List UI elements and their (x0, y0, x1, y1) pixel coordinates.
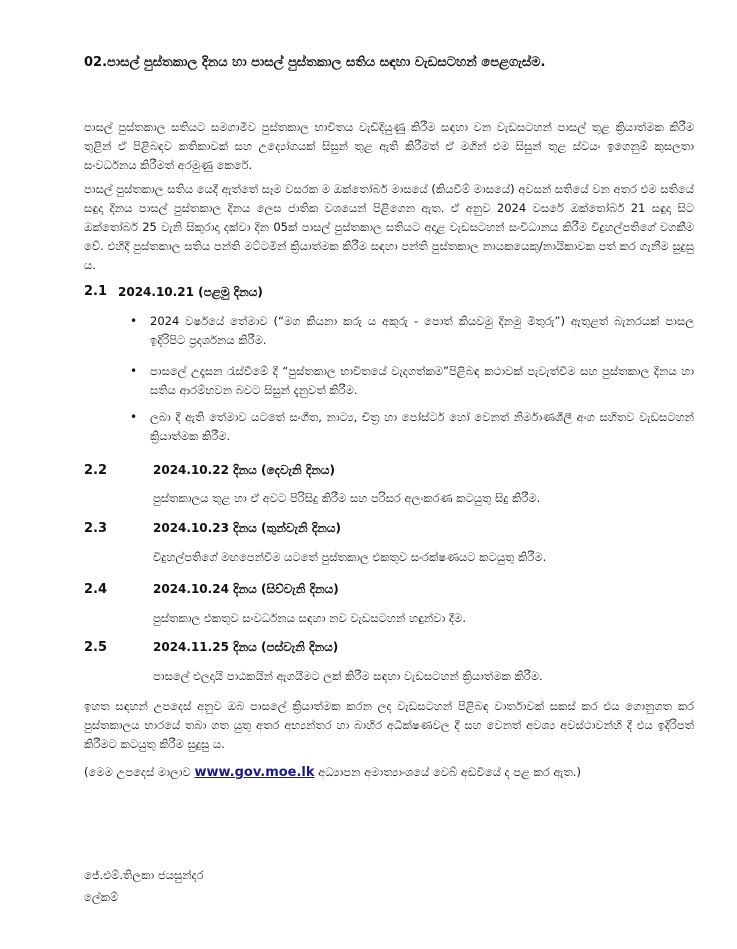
section-title-2-5: 2024.11.25 දිනය (පස්වැනි දිනය) (153, 640, 339, 654)
bullet-icon: • (130, 410, 138, 424)
section-title-2-4: 2024.10.24 දිනය (සිව්වැනි දිනය) (153, 582, 339, 596)
intro-paragraph: පාසල් පුස්තකාල සතියට සමගාමීව පුස්තකාල භාවිතය වැඩිදියුණු කිරීම සඳහා වන වැඩසටහන් පාසල් තුළ ක්‍රියාත්මක කිරීම තුළින් ඒ පිළිබඳව කතිකාවක් සහ උද්‍යෝගයක් සිසුන් තුළ ඇති කිරීමත් ඒ මගින් එම සිසුන් තුළ ස්වයං ඉගෙනුම් කුසලතා සංවර්ධනය කිරීමත් අරමුණු කෙරේ. (84, 120, 694, 172)
document-heading: 02.පාසල් පුස්තකාල දිනය හා පාසල් පුස්තකාල සතිය සඳහා වැඩසටහන් පෙළගැස්ම. (84, 55, 546, 70)
section-number-2-5: 2.5 (84, 640, 108, 655)
bullet-text: පාසලේ උදෑසන රැස්වීමේ දී “පුස්තකාල භාවිතයේ වැදගත්කම”පිළිබඳ කථාවක් පැවැත්වීම සහ පුස්තකාල දිනය හා සතිය ආරම්භවන බවට සිසුන් දැනුවත් කිරීම. (150, 364, 694, 397)
section-title-2-1: 2024.10.21 (පළමු දිනය) (118, 285, 263, 299)
note-prefix: (මෙම උපදෙස් මාලාව (84, 765, 195, 779)
signatory-title: ලේකම් (84, 890, 119, 904)
section-number-2-4: 2.4 (84, 582, 108, 597)
section-title-2-3: 2024.10.23 දිනය (තුන්වැනි දිනය) (153, 521, 342, 535)
note-suffix: අධ්‍යාපන අමාත්‍යාංශයේ වෙබ් අඩවියේ ද පළ කර ඇත.) (314, 765, 581, 779)
bullet-item (130, 362, 694, 400)
section-title-2-2: 2024.10.22 දිනය (දෙවැනි දිනය) (153, 463, 336, 477)
bullet-icon: • (130, 364, 138, 378)
section-text-2-3: විදුහල්පතිගේ මඟපෙන්වීම යටතේ පුස්තකාල එකතුව සංරක්ෂණයට කටයුතු කිරීම. (153, 550, 547, 564)
library-week-paragraph: පාසල් පුස්තකාල සතිය යෙදී ඇත්තේ සෑම වසරක ම ඔක්තෝබර් මාසයේ (කියවීම් මාසයේ) අවසන් සතියේ වන අතර එම සතියේ සඳුදා දිනය පාසල් පුස්තකාල දිනය ලෙස ජාතික වශයෙන් පිළිගෙන ඇත. ඒ අනුව 2024 වසරේ ඔක්තෝබර් 21 සඳුදා සිට ඔක්තෝබර් 25 වැනි සිකුරාදා දක්වා දින 05ක් පාසල් පුස්තකාල සතියට අදාළ වැඩසටහන් සංවිධානය කිරීම විදුහල්පතිගේ වගකීම වේ. එහිදී පුස්තකාල සතිය පන්ති මට්ටමින් ක්‍රියාත්මක කිරීම සඳහා පන්ති පුස්තකාල නායකයෙකු/නායිකාවක පත් කර ගැනීම සුදුසු ය. (84, 182, 694, 272)
section-text-2-5: පාසලේ එලදායි පාඨකයින් ඇගයීමට ලක් කිරීම සඳහා වැඩසටහන් ක්‍රියාත්මක කිරීම. (153, 669, 543, 683)
website-note (84, 765, 581, 780)
bullet-item (130, 312, 694, 350)
bullet-icon: • (130, 314, 138, 328)
bullet-text: 2024 වර්ෂයේ තේමාව (“මග කියනා කරු ය අකුරු - පොත් කියවමු දිනමු මිතුරු”) ඇතුළත් බැනරයක් පාසල ඉදිරිපිට ප්‍රදර්ශනය කිරීම. (150, 314, 694, 347)
bullet-item (130, 408, 694, 446)
section-number-2-3: 2.3 (84, 521, 108, 536)
signatory-name: ජේ.එම්.තිලකා ජයසුන්දර (84, 868, 204, 882)
section-text-2-2: පුස්තකාලය තුළ හා ඒ අවට පිරිසිදු කිරීම සහ පරිසර අලංකරණ කටයුතු සිදු කිරීම. (153, 491, 541, 505)
section-text-2-4: පුස්තකාල එකතුව සංවර්ධනය සඳහා නව වැඩසටහන් හඳුන්වා දීම. (153, 611, 466, 625)
section-number-2-1: 2.1 (84, 284, 108, 299)
closing-paragraph: ඉහත සඳහන් උපදෙස් අනුව ඔබ පාසලේ ක්‍රියාත්මක කරන ලද වැඩසටහන් පිළිබඳ වාර්තාවක් සකස් කර එය ගොනුගත කර පුස්තකාලය භාරයේ තබා ගත යුතු අතර අභ්‍යන්තර හා බාහිර අධීක්ෂණවල දී සහ වෙනත් අවශ්‍ය අවස්ථාවන්හි දී එය ඉදිරිපත් කිරීමට කටයුතු කිරීම සුදුසු ය. (84, 699, 694, 751)
bullet-text: ලබා දී ඇති තේමාව යටතේ සංගීත, නාට්‍ය, චිත්‍ර හා පෝස්ටර් හෝ වෙනත් නිර්මාණශීලී අංග සහිතව වැඩසටහන් ක්‍රියාත්මක කිරීම. (150, 410, 694, 443)
moe-website-link[interactable]: www.gov.moe.lk (194, 765, 315, 780)
section-number-2-2: 2.2 (84, 463, 108, 478)
